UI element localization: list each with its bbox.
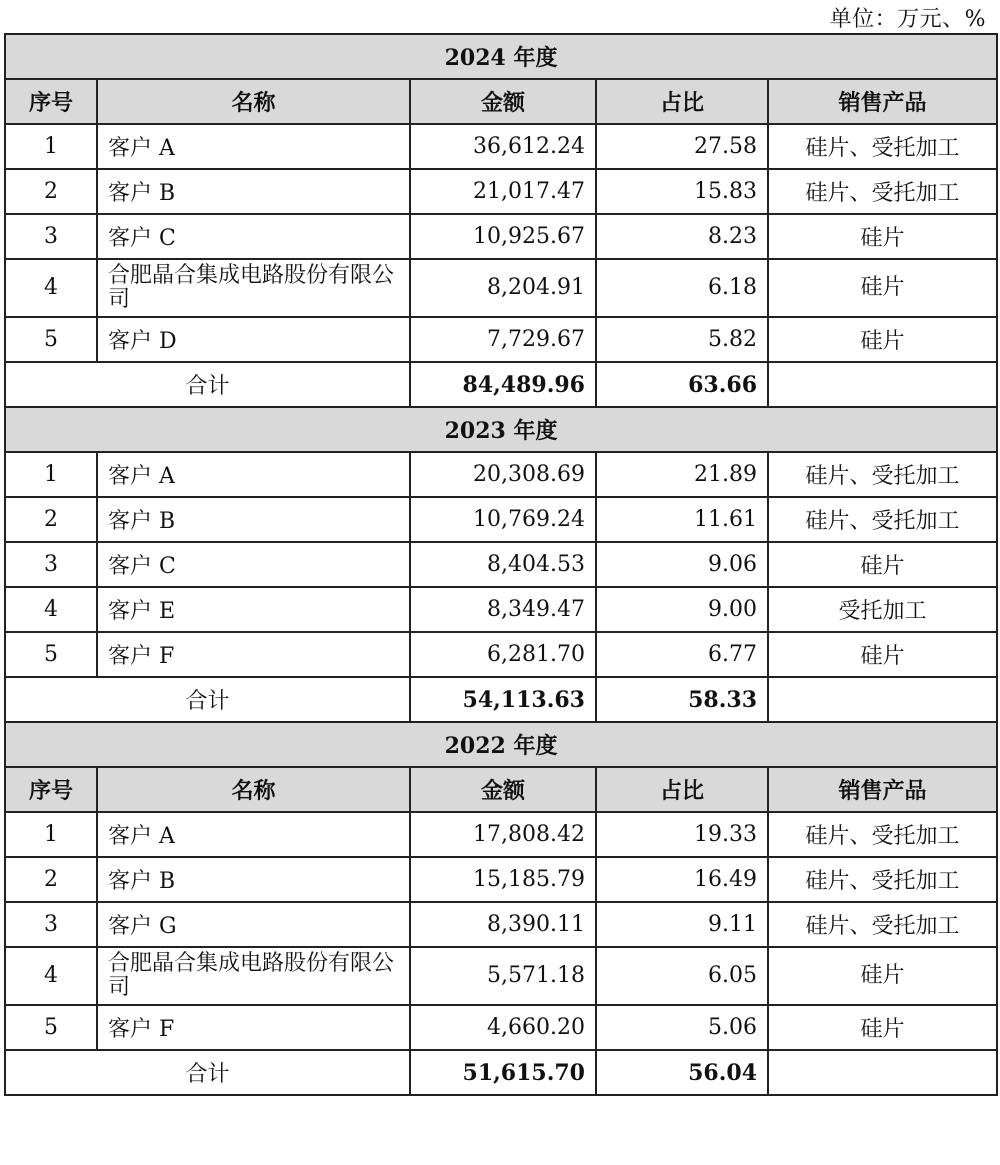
cell-name: 客户 A bbox=[97, 812, 410, 857]
table-row bbox=[5, 947, 997, 1005]
cell-name: 客户 A bbox=[97, 452, 410, 497]
col-header-amount: 金额 bbox=[410, 79, 596, 124]
cell-ratio: 21.89 bbox=[596, 452, 768, 497]
total-product-empty bbox=[768, 677, 997, 722]
total-row bbox=[5, 677, 997, 722]
cell-product: 硅片、受托加工 bbox=[768, 902, 997, 947]
cell-ratio: 5.06 bbox=[596, 1005, 768, 1050]
cell-index: 4 bbox=[5, 587, 97, 632]
section-header-2022 bbox=[5, 722, 997, 767]
col-header-name: 名称 bbox=[97, 767, 410, 812]
cell-amount: 36,612.24 bbox=[410, 124, 596, 169]
col-header-ratio: 占比 bbox=[596, 767, 768, 812]
table-row bbox=[5, 812, 997, 857]
section-header-2023 bbox=[5, 407, 997, 452]
col-header-ratio: 占比 bbox=[596, 79, 768, 124]
cell-ratio: 5.82 bbox=[596, 317, 768, 362]
total-label: 合计 bbox=[5, 1050, 410, 1095]
cell-amount: 10,769.24 bbox=[410, 497, 596, 542]
cell-index: 2 bbox=[5, 497, 97, 542]
cell-index: 4 bbox=[5, 947, 97, 1005]
table-row bbox=[5, 902, 997, 947]
cell-product: 硅片 bbox=[768, 214, 997, 259]
cell-index: 4 bbox=[5, 259, 97, 317]
cell-amount: 8,204.91 bbox=[410, 259, 596, 317]
cell-product: 硅片 bbox=[768, 632, 997, 677]
total-label: 合计 bbox=[5, 677, 410, 722]
cell-product: 硅片、受托加工 bbox=[768, 497, 997, 542]
section-title: 2023 年度 bbox=[5, 407, 997, 452]
cell-index: 5 bbox=[5, 317, 97, 362]
total-label: 合计 bbox=[5, 362, 410, 407]
cell-name: 客户 C bbox=[97, 214, 410, 259]
total-amount: 84,489.96 bbox=[410, 362, 596, 407]
cell-name: 客户 B bbox=[97, 169, 410, 214]
total-row bbox=[5, 1050, 997, 1095]
total-product-empty bbox=[768, 362, 997, 407]
col-header-index: 序号 bbox=[5, 767, 97, 812]
cell-product: 硅片 bbox=[768, 317, 997, 362]
table-row bbox=[5, 497, 997, 542]
cell-index: 2 bbox=[5, 169, 97, 214]
cell-ratio: 6.05 bbox=[596, 947, 768, 1005]
cell-index: 2 bbox=[5, 857, 97, 902]
col-header-name: 名称 bbox=[97, 79, 410, 124]
cell-name: 客户 C bbox=[97, 542, 410, 587]
cell-product: 硅片、受托加工 bbox=[768, 124, 997, 169]
cell-product: 硅片、受托加工 bbox=[768, 452, 997, 497]
cell-amount: 4,660.20 bbox=[410, 1005, 596, 1050]
cell-name: 客户 E bbox=[97, 587, 410, 632]
cell-amount: 10,925.67 bbox=[410, 214, 596, 259]
cell-ratio: 8.23 bbox=[596, 214, 768, 259]
cell-ratio: 15.83 bbox=[596, 169, 768, 214]
table-row bbox=[5, 542, 997, 587]
cell-index: 1 bbox=[5, 812, 97, 857]
cell-amount: 20,308.69 bbox=[410, 452, 596, 497]
cell-index: 1 bbox=[5, 124, 97, 169]
section-title: 2022 年度 bbox=[5, 722, 997, 767]
total-amount: 54,113.63 bbox=[410, 677, 596, 722]
cell-ratio: 11.61 bbox=[596, 497, 768, 542]
cell-amount: 5,571.18 bbox=[410, 947, 596, 1005]
cell-index: 5 bbox=[5, 1005, 97, 1050]
table-row bbox=[5, 857, 997, 902]
cell-product: 硅片 bbox=[768, 947, 997, 1005]
cell-ratio: 9.00 bbox=[596, 587, 768, 632]
table-row bbox=[5, 632, 997, 677]
cell-amount: 8,390.11 bbox=[410, 902, 596, 947]
column-header-row bbox=[5, 767, 997, 812]
cell-name: 客户 F bbox=[97, 1005, 410, 1050]
section-title: 2024 年度 bbox=[5, 34, 997, 79]
cell-amount: 21,017.47 bbox=[410, 169, 596, 214]
total-product-empty bbox=[768, 1050, 997, 1095]
cell-ratio: 6.77 bbox=[596, 632, 768, 677]
total-ratio: 58.33 bbox=[596, 677, 768, 722]
col-header-product: 销售产品 bbox=[768, 767, 997, 812]
cell-amount: 15,185.79 bbox=[410, 857, 596, 902]
cell-name: 客户 F bbox=[97, 632, 410, 677]
cell-ratio: 9.06 bbox=[596, 542, 768, 587]
cell-amount: 7,729.67 bbox=[410, 317, 596, 362]
cell-amount: 8,349.47 bbox=[410, 587, 596, 632]
col-header-product: 销售产品 bbox=[768, 79, 997, 124]
cell-index: 3 bbox=[5, 214, 97, 259]
cell-name: 客户 G bbox=[97, 902, 410, 947]
table-row bbox=[5, 317, 997, 362]
cell-ratio: 9.11 bbox=[596, 902, 768, 947]
cell-name: 客户 B bbox=[97, 857, 410, 902]
cell-ratio: 19.33 bbox=[596, 812, 768, 857]
cell-name: 客户 D bbox=[97, 317, 410, 362]
cell-product: 硅片、受托加工 bbox=[768, 857, 997, 902]
table-row bbox=[5, 587, 997, 632]
table-row bbox=[5, 452, 997, 497]
cell-product: 硅片、受托加工 bbox=[768, 812, 997, 857]
cell-name: 客户 B bbox=[97, 497, 410, 542]
cell-name: 合肥晶合集成电路股份有限公司 bbox=[97, 259, 410, 317]
cell-product: 硅片 bbox=[768, 259, 997, 317]
total-row bbox=[5, 362, 997, 407]
table-row bbox=[5, 124, 997, 169]
cell-ratio: 6.18 bbox=[596, 259, 768, 317]
total-amount: 51,615.70 bbox=[410, 1050, 596, 1095]
cell-amount: 17,808.42 bbox=[410, 812, 596, 857]
table-row bbox=[5, 214, 997, 259]
cell-product: 硅片 bbox=[768, 1005, 997, 1050]
table-row bbox=[5, 1005, 997, 1050]
total-ratio: 63.66 bbox=[596, 362, 768, 407]
table-row bbox=[5, 259, 997, 317]
cell-index: 5 bbox=[5, 632, 97, 677]
cell-index: 3 bbox=[5, 542, 97, 587]
cell-index: 1 bbox=[5, 452, 97, 497]
col-header-index: 序号 bbox=[5, 79, 97, 124]
cell-amount: 6,281.70 bbox=[410, 632, 596, 677]
customer-sales-table bbox=[4, 33, 998, 1096]
cell-ratio: 16.49 bbox=[596, 857, 768, 902]
cell-name: 客户 A bbox=[97, 124, 410, 169]
table-row bbox=[5, 169, 997, 214]
cell-name: 合肥晶合集成电路股份有限公司 bbox=[97, 947, 410, 1005]
col-header-amount: 金额 bbox=[410, 767, 596, 812]
cell-product: 硅片 bbox=[768, 542, 997, 587]
cell-product: 硅片、受托加工 bbox=[768, 169, 997, 214]
cell-index: 3 bbox=[5, 902, 97, 947]
cell-amount: 8,404.53 bbox=[410, 542, 596, 587]
unit-label: 单位：万元、% bbox=[829, 7, 986, 32]
cell-ratio: 27.58 bbox=[596, 124, 768, 169]
total-ratio: 56.04 bbox=[596, 1050, 768, 1095]
section-header-2024 bbox=[5, 34, 997, 79]
cell-product: 受托加工 bbox=[768, 587, 997, 632]
column-header-row bbox=[5, 79, 997, 124]
